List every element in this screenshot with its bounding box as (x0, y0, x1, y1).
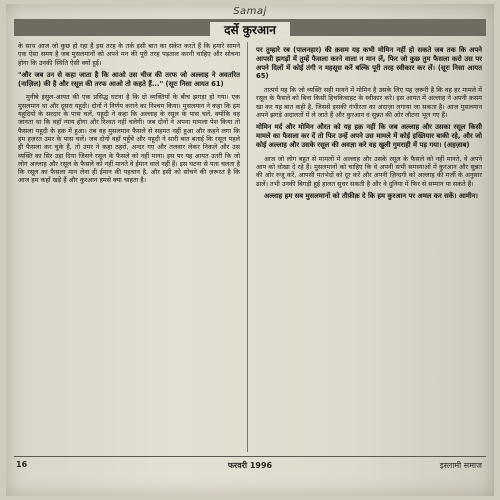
issue-date: फरवरी 1996 (227, 461, 273, 470)
page-number: 16 (16, 460, 28, 469)
document-page (6, 4, 494, 496)
body-paragraph: आज जो लोग बहुत से मामलों में अल्लाह और उसके रसूल के फैसले को नहीं मानते, वे अपने आप को धोखा दे रहे हैं। मुसलमानों को चाहिए कि वे अपनी सभी समस्याओं में कुरआन और सुन्नत की ओर रुजू करें, आपसी मतभेदों को दूर करें और अपनी ज़िन्दगी को अल्लाह की मर्जी के अनुसार ढालें। तभी उनकी बिगड़ी हुई हालत सुधर सकती है और वे दुनिया में फिर से सम्मान पा सकते हैं। (256, 154, 482, 188)
right-column (256, 42, 482, 454)
running-header: Samaj (233, 6, 267, 17)
body-paragraph: तात्पर्य यह कि जो व्यक्ति सही मायने में मोमिन है उसके लिए यह ज़रूरी है कि वह हर मामले में रसूल के फैसले को बिना किसी हिचकिचाहट के स्वीकार करे। इस आयत में अल्लाह ने अपनी क़सम खा कर यह बात कही है, जिससे इसकी गंभीरता का अंदाज़ा लगाया जा सकता है। आज मुसलमान अपने झगड़े अदालतों में ले जाते हैं और कुरआन व सुन्नत की ओर लौटना भूल गए हैं। (256, 86, 482, 120)
body-paragraph: मुनीबे इंसुल-आयत की एक प्रसिद्ध घटना है कि दो व्यक्तियों के बीच झगड़ा हो गया। एक मुसलमान था और दूसरा यहूदी। दोनों ने निर्णय कराने का निश्चय किया। मुसलमान ने कहा कि हम यहूदियों के सरदार के पास चलें, यहूदी ने कहा कि अल्लाह के रसूल के पास चलें, क्योंकि वह जानता था कि वहाँ न्याय होगा और रिश्वत नहीं चलेगी। जब दोनों ने अपना मामला पेश किया तो फैसला यहूदी के हक़ में हुआ। तब वह मुसलमान फैसले से सहमत नहीं हुआ और कहने लगा कि हम हज़रत उमर के पास चलें। जब दोनों वहाँ पहुँचे और यहूदी ने सारी बात बताई कि रसूल पहले ही फैसला कर चुके हैं, तो उमर ने कहा ठहरो, अन्दर गए और तलवार लेकर निकले और उस व्यक्ति का सिर उड़ा दिया जिसने रसूल के फैसले को नहीं माना। इस पर यह आयत उतरी कि जो लोग अल्लाह और रसूल के फैसले को नहीं मानते वे ईमान वाले नहीं हैं। इस घटना से पता चलता है कि रसूल का फैसला मान लेना ही ईमान की पहचान है, और इसी को सोचने की ज़रूरत है कि आज हम कहाँ खड़े हैं और कुरआन हमसे क्या चाहता है। (18, 93, 240, 185)
left-column (18, 42, 240, 454)
quran-verse-quote: "और जब उन से कहा जाता है कि आओ उस चीज की तरफ जो अल्लाह ने अवतरित (नाज़िल) की है और रसूल की तरफ आओ तो कहते हैं..." (सूरः निसा आयत 61) (18, 70, 240, 88)
page-footer (14, 459, 486, 473)
footer-rule (14, 456, 486, 457)
quran-verse-quote: मोमिन मर्द और मोमिन औरत को यह हक़ नहीं कि जब अल्लाह और उसका रसूल किसी मामले का फैसला कर दें तो फिर उन्हें अपने उस मामले में कोई इख्तियार बाकी रहे, और जो कोई अल्लाह और उसके रसूल की अवज्ञा करे वह खुली गुमराही में पड़ गया। (अहज़ाब) (256, 123, 482, 149)
closing-prayer: अल्लाह हम सब मुसलमानों को तौफ़ीक़ दे कि हम कुरआन पर अमल कर सकें। आमीन। (264, 191, 478, 200)
section-title-bar (14, 19, 486, 36)
column-divider (247, 42, 248, 452)
body-paragraph: के साथ आज जो कुछ हो रहा है इस तरह के तर्क इसी बात का संकेत करते हैं कि हमारे सामने एक ऐसा समय है जब मुसलमानों को अपने मन की पूरी तरह पड़ताल करनी चाहिए और सोचना होगा कि उनकी स्थिति ऐसी क्यों हुई। (18, 42, 240, 67)
section-title: दर्से कुरआन (210, 22, 290, 39)
quran-verse-quote: पर तुम्हारे रब (पालनहार) की क़सम यह कभी मोमिन नहीं हो सकते जब तक कि अपने आपसी झगड़ों में तुम्हें फैसला करने वाला न मान लें, फिर जो कुछ तुम फैसला करो उस पर अपने दिलों में कोई तंगी न महसूस करें बल्कि पूरी तरह स्वीकार कर लें। (सूरः निसा आयत 65) (256, 46, 482, 81)
magazine-name: इस्लामी समाज (439, 461, 482, 470)
